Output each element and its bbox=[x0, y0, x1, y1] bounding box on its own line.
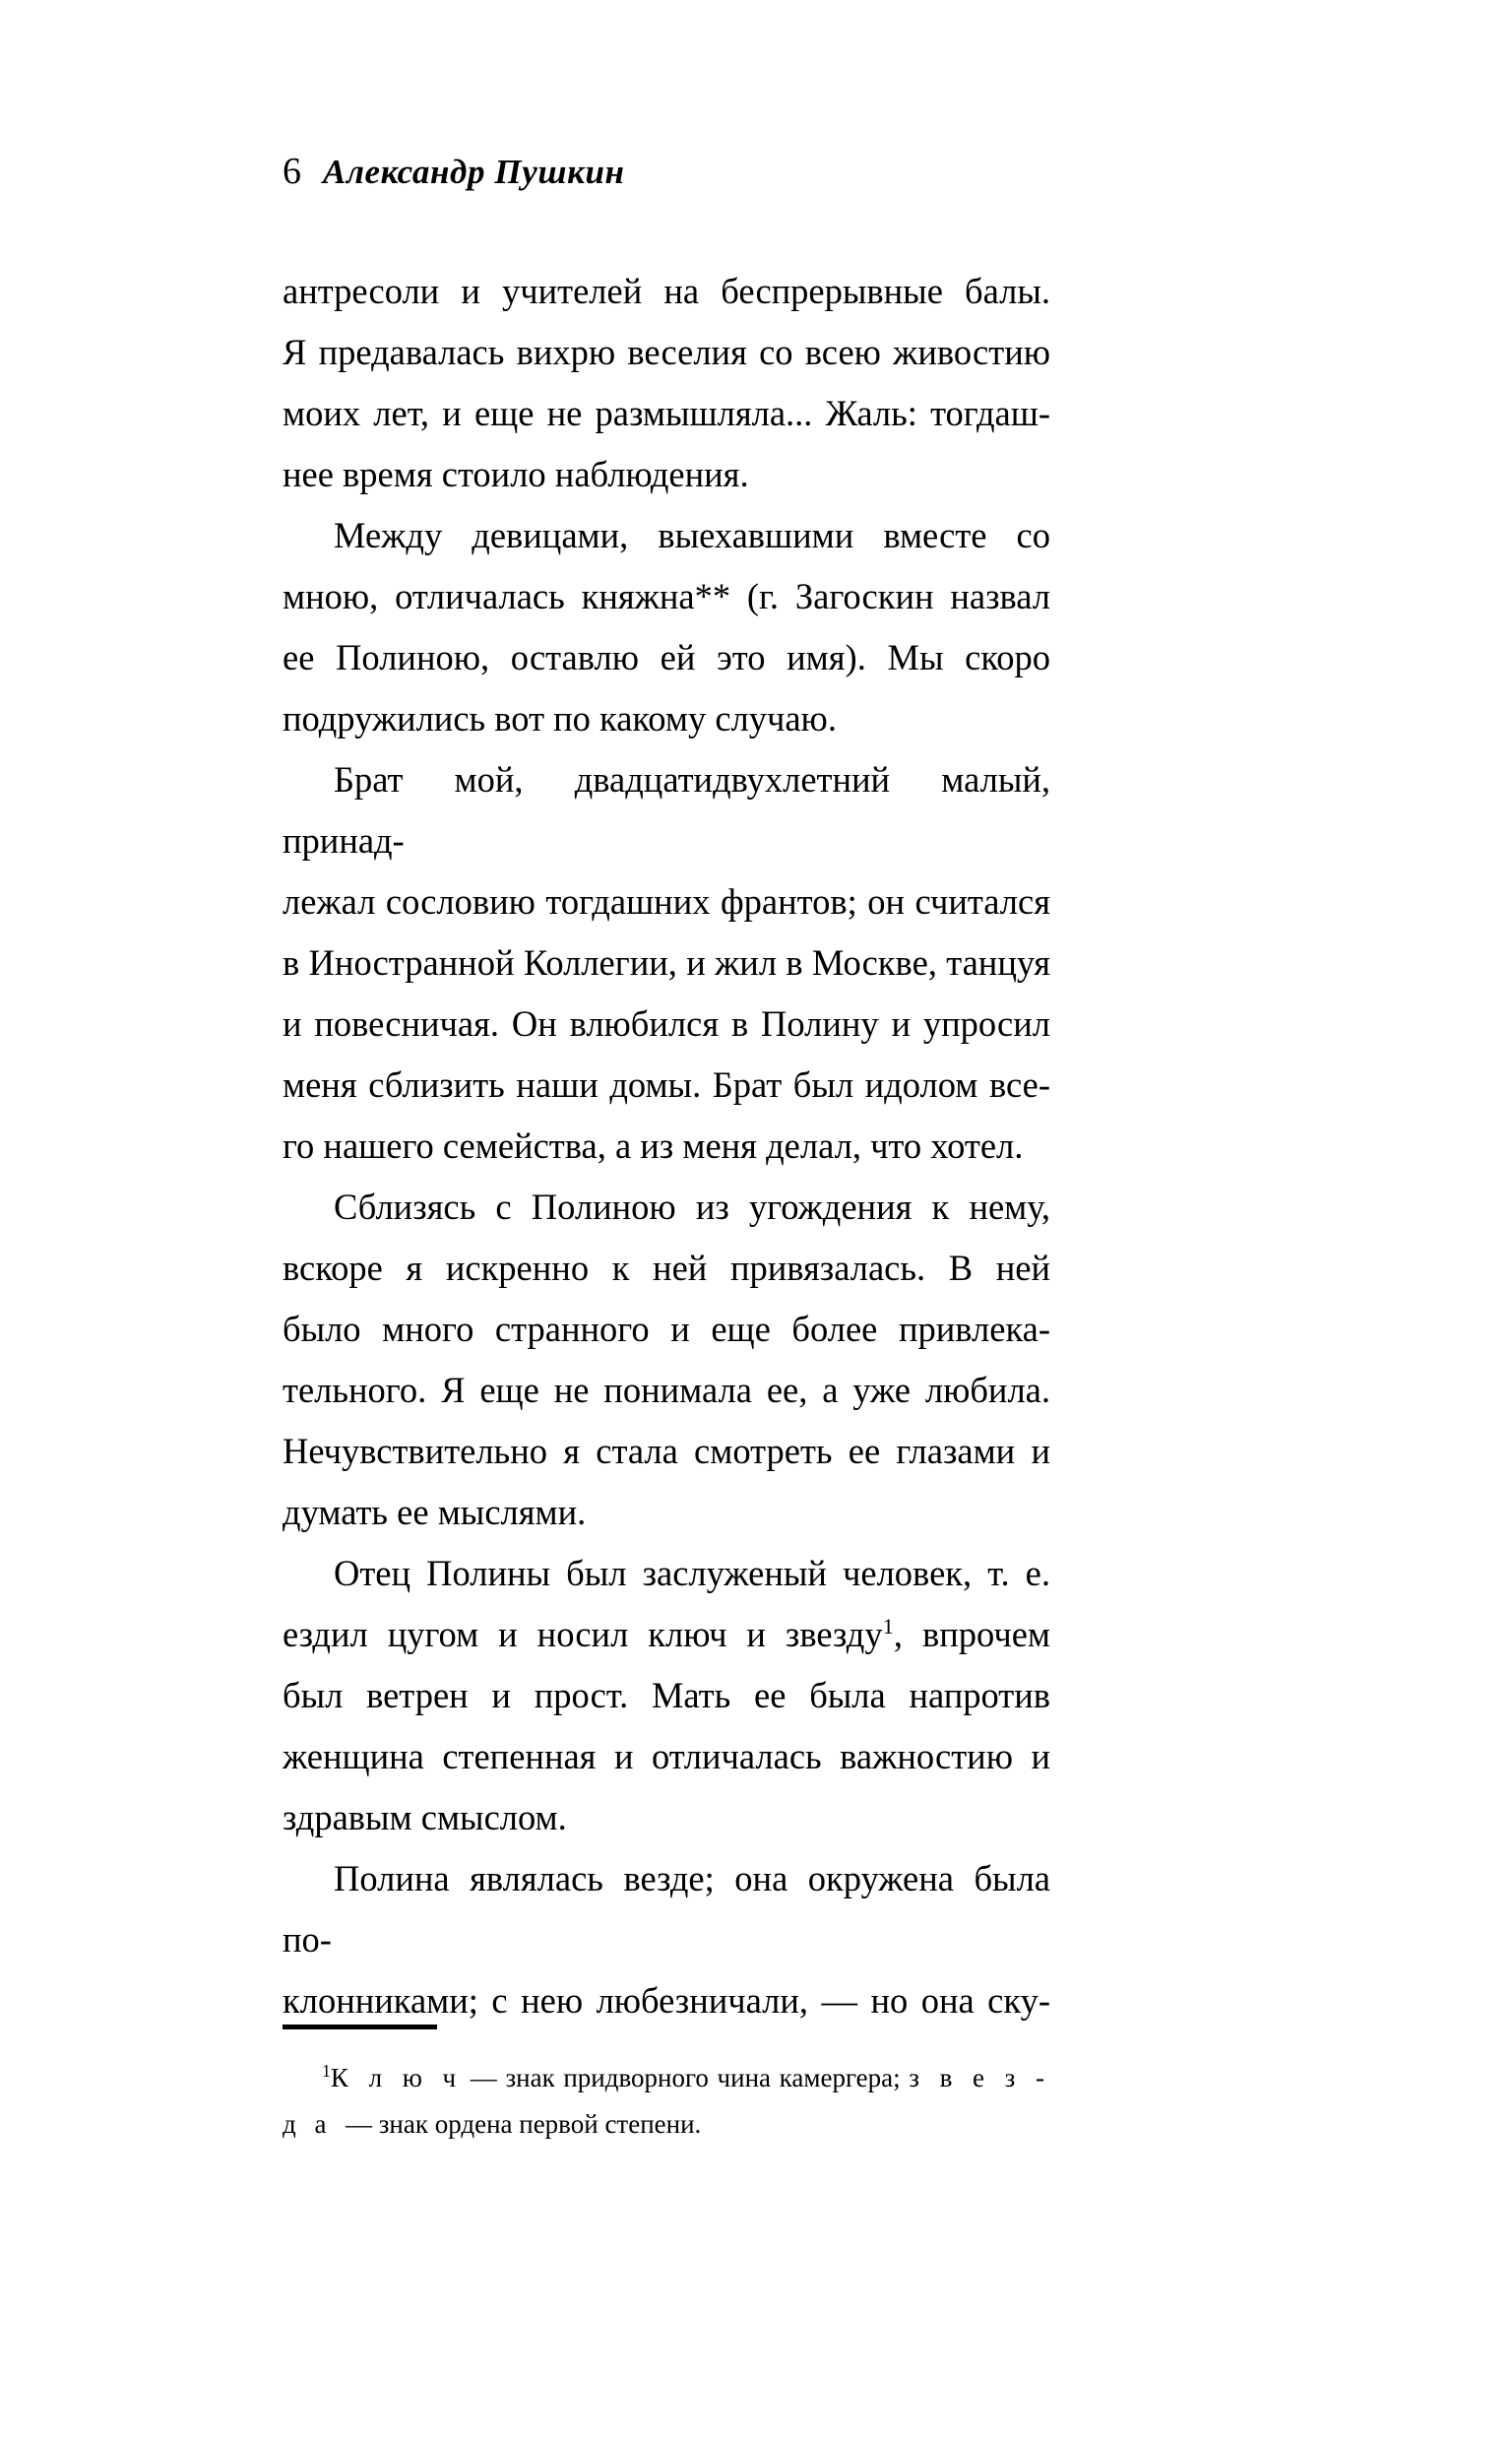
text-line: женщина степенная и отличалась важностию и bbox=[283, 1736, 1050, 1776]
body-text bbox=[283, 261, 1060, 2031]
text-line: ее Полиною, оставлю ей это имя). Мы скоро bbox=[283, 637, 1050, 677]
text-line: Сблизясь с Полиною из угождения к нему, bbox=[334, 1187, 1050, 1227]
text-line-with-footnote-ref bbox=[283, 1604, 1050, 1665]
text-line: клонниками; с нею любезничали, — но она ску- bbox=[283, 1980, 1050, 2021]
text-line: Полина являлась везде; она окружена была по- bbox=[283, 1858, 1060, 1960]
text-line: лежал сословию тогдашних франтов; он считался bbox=[283, 881, 1050, 922]
footnote-reference-marker[interactable]: 1 bbox=[882, 1613, 894, 1639]
text-line: в Иностранной Коллегии, и жил в Москве, танцуя bbox=[283, 942, 1050, 983]
page-number: 6 bbox=[283, 151, 301, 192]
header-author-name: Александр Пушкин bbox=[323, 153, 625, 191]
text-line: было много странного и еще более привлека- bbox=[283, 1309, 1050, 1349]
text-line: антресоли и учителей на беспрерывные балы. bbox=[283, 271, 1050, 311]
text-line: тельного. Я еще не понимала ее, а уже любила. bbox=[283, 1370, 1050, 1410]
text-line: здравым смыслом. bbox=[283, 1797, 567, 1837]
text-line: был ветрен и прост. Мать ее была напротив bbox=[283, 1675, 1050, 1715]
running-header bbox=[283, 153, 1050, 190]
footnote-line bbox=[283, 2055, 1050, 2101]
paragraph-3 bbox=[283, 749, 1060, 1177]
footnote-term-spaced: К л ю ч bbox=[330, 2063, 463, 2092]
text-line: и повесничая. Он влюбился в Полину и упросил bbox=[283, 1003, 1050, 1044]
text-line: го нашего семейства, а из меня делал, что хотел. bbox=[283, 1125, 1024, 1166]
text-line: Я предавалась вихрю веселия со всею живостию bbox=[283, 332, 1050, 372]
text-line: нее время стоило наблюдения. bbox=[283, 454, 749, 494]
footnote-separator-rule bbox=[283, 2025, 437, 2029]
text-line: Отец Полины был заслуженый человек, т. е. bbox=[334, 1553, 1050, 1593]
footnote-term2-spaced-tail: д а bbox=[283, 2109, 333, 2139]
text-line: Нечувствительно я стала смотреть ее глазами и bbox=[283, 1431, 1050, 1471]
paragraph-2 bbox=[283, 505, 1050, 749]
text-line: Брат мой, двадцатидвухлетний малый, принад- bbox=[283, 759, 1060, 861]
footnote-number: 1 bbox=[322, 2061, 331, 2081]
text-line: вскоре я искренно к ней привязалась. В ней bbox=[283, 1248, 1050, 1288]
footnote-term2-spaced-head: з в е з - bbox=[909, 2063, 1051, 2092]
text-line: меня сблизить наши домы. Брат был идолом все- bbox=[283, 1064, 1050, 1105]
page-text-block bbox=[283, 151, 1060, 2031]
paragraph-1 bbox=[283, 261, 1050, 505]
footnote-ref-line-tail: , впрочем bbox=[893, 1614, 1050, 1654]
text-line: мною, отличалась княжна** (г. Загоскин назвал bbox=[283, 576, 1050, 616]
text-line: думать ее мыслями. bbox=[283, 1492, 587, 1532]
text-line: подружились вот по какому случаю. bbox=[283, 698, 837, 739]
footnote-line-body: — знак придворного чина камергера; bbox=[462, 2063, 910, 2092]
text-line: Между девицами, выехавшими вместе со bbox=[334, 515, 1050, 555]
text-line: моих лет, и еще не размышляла... Жаль: тогдаш- bbox=[283, 393, 1050, 433]
paragraph-5 bbox=[283, 1543, 1050, 1848]
footnote-text bbox=[283, 2055, 1050, 2148]
footnote-area bbox=[283, 2025, 1050, 2148]
paragraph-6 bbox=[283, 1848, 1060, 2031]
paragraph-4 bbox=[283, 1177, 1050, 1543]
footnote-ref-line-head: ездил цугом и носил ключ и звезду bbox=[283, 1614, 883, 1654]
footnote-line bbox=[283, 2101, 1050, 2148]
footnote-line-body: — знак ордена первой степени. bbox=[332, 2109, 702, 2139]
